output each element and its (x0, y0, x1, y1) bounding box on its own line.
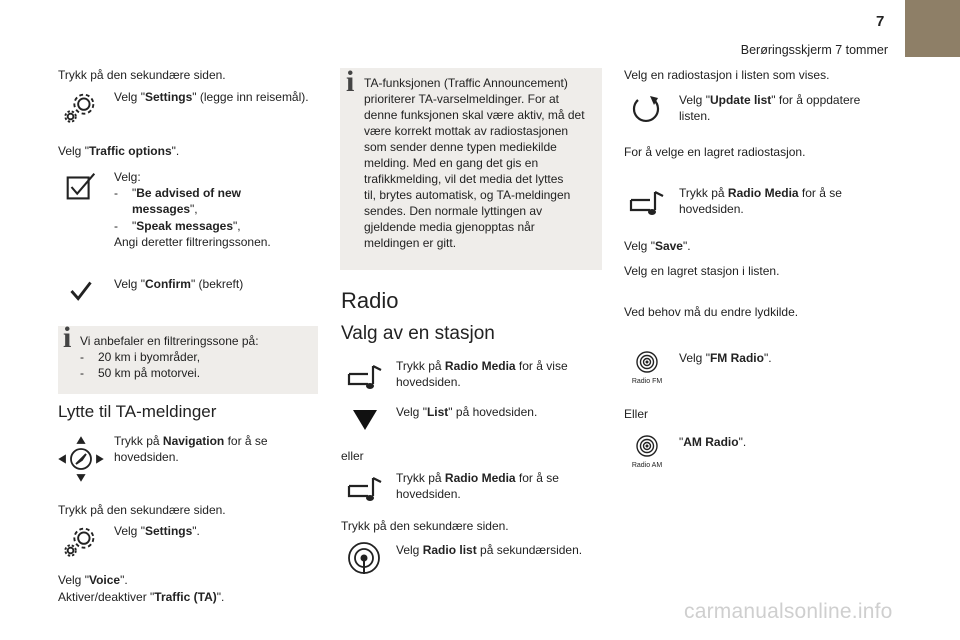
confirm-instruction: Velg "Confirm" (bekreft) (114, 277, 244, 291)
instruction-text: For å velge en lagret radiostasjon. (624, 145, 806, 159)
update-list-instruction: Velg "Update list" for å oppdatere (679, 93, 861, 107)
page-corner-tab (905, 0, 960, 57)
page-title: Berøringsskjerm 7 tommer (740, 43, 888, 57)
save-instruction: Velg "Save". (624, 239, 691, 253)
info-bullet: - 50 km på motorvei. (80, 366, 201, 380)
settings-icon (62, 522, 100, 560)
settings-icon (62, 88, 100, 126)
page-number: 7 (876, 13, 885, 30)
option-advised: - "Be advised of new messages", (114, 186, 241, 216)
eller-text: Eller (624, 407, 649, 421)
checklist-icon (62, 168, 100, 206)
radio-media-icon (628, 188, 668, 220)
instruction-text: Trykk på den sekundære siden. (58, 68, 226, 82)
info-bullet: - 20 km i byområder, (80, 350, 201, 364)
radio-media-icon (346, 362, 386, 394)
instruction-text: Velg en radiostasjon i listen som vises. (624, 68, 830, 82)
traffic-options-instruction: Velg "Traffic options". (58, 144, 180, 158)
ta-info-text: TA-funksjonen (Traffic Announcement) prioriterer TA-varselmeldinger. For at denne funksjonen skal være aktiv, må det være korrekt mottak av radiostasjonen som sender denne typen mediekilde melding. Med en gang det gis en trafikkmelding, vil det media det lyttes til, brytes automatisk, og TA-meldingen sendes. Den normale lyttingen av gjeldende media gjenopptas når meldingen er gitt. (364, 76, 585, 250)
radio-media-instruction-line2: hovedsiden. (396, 487, 461, 501)
update-list-instruction-line2: listen. (679, 109, 711, 123)
radio-media-instruction: Trykk på Radio Media for å se (679, 186, 842, 200)
radio-list-icon (346, 540, 382, 576)
settings-instruction: Velg "Settings" (legge inn reisemål). (114, 90, 309, 104)
radio-media-icon (346, 474, 386, 506)
checkmark-icon (62, 272, 100, 310)
velg-label: Velg: (114, 170, 141, 184)
traffic-ta-instruction: Aktiver/deaktiver "Traffic (TA)". (58, 590, 225, 604)
triangle-down-icon (350, 406, 380, 432)
info-text: Vi anbefaler en filtreringssone på: (80, 334, 259, 348)
am-radio-instruction: "AM Radio". (679, 435, 747, 449)
option-speak: - "Speak messages", (114, 219, 241, 233)
filter-zone-text: Angi deretter filtreringssonen. (114, 235, 271, 249)
info-icon: i (346, 65, 355, 98)
refresh-icon (628, 92, 664, 128)
navigation-icon (58, 436, 104, 482)
section-title: Radio (341, 288, 399, 313)
section-heading: Valg av en stasjon (341, 323, 495, 344)
instruction-text: Trykk på den sekundære siden. (341, 519, 509, 533)
fm-radio-instruction: Velg "FM Radio". (679, 351, 772, 365)
info-icon: i (63, 321, 72, 354)
instruction-text: Ved behov må du endre lydkilde. (624, 305, 799, 319)
section-heading: Lytte til TA-meldinger (58, 402, 217, 421)
radio-list-instruction: Velg Radio list på sekundærsiden. (396, 543, 583, 557)
list-instruction: Velg "List" på hovedsiden. (396, 405, 538, 419)
instruction-text: Trykk på den sekundære siden. (58, 503, 226, 517)
navigation-instruction: Trykk på Navigation for å se (114, 434, 268, 448)
voice-instruction: Velg "Voice". (58, 573, 128, 587)
radio-media-instruction: Trykk på Radio Media for å se (396, 471, 559, 485)
navigation-instruction-line2: hovedsiden. (114, 450, 179, 464)
instruction-text: Velg en lagret stasjon i listen. (624, 264, 780, 278)
settings-instruction: Velg "Settings". (114, 524, 200, 538)
radio-media-instruction-line2: hovedsiden. (396, 375, 461, 389)
radio-fm-icon-label: Radio FM (631, 378, 663, 385)
radio-media-instruction-line2: hovedsiden. (679, 202, 744, 216)
radio-am-icon-label: Radio AM (631, 462, 663, 469)
radio-media-instruction: Trykk på Radio Media for å vise (396, 359, 568, 373)
eller-text: eller (341, 449, 364, 463)
watermark: carmanualsonline.info (684, 600, 893, 623)
